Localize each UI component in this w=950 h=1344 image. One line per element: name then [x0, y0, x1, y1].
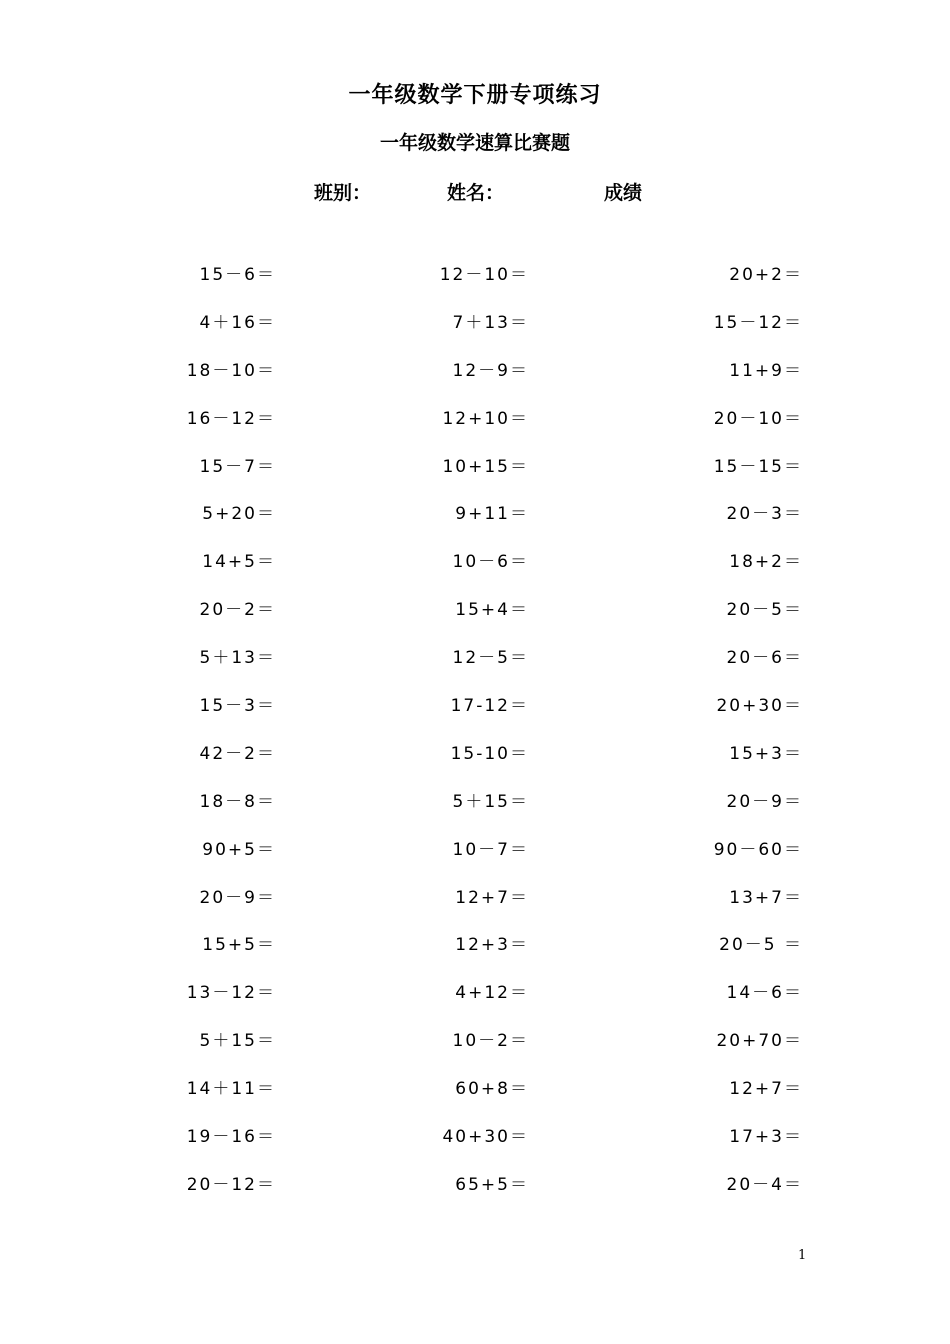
- math-problem: 20－2＝: [199, 600, 276, 621]
- math-problem: 7＋13＝: [452, 312, 529, 333]
- math-problem: 60+8＝: [455, 1079, 529, 1100]
- math-problem: 10－7＝: [452, 839, 529, 860]
- math-problem: 90+5＝: [202, 839, 276, 860]
- math-problem: 15-10＝: [450, 743, 529, 764]
- math-problem: 15－3＝: [199, 696, 276, 717]
- math-problem: 20+30＝: [716, 696, 803, 717]
- math-problem: 13－12＝: [186, 983, 276, 1004]
- math-problem: 13+7＝: [729, 887, 803, 908]
- math-problem: 5＋15＝: [199, 1031, 276, 1052]
- math-problem: 12－9＝: [452, 360, 529, 381]
- math-problem: 20－9＝: [199, 887, 276, 908]
- math-problem: 18－8＝: [199, 791, 276, 812]
- math-problem: 20+70＝: [716, 1031, 803, 1052]
- class-label: 班别：: [314, 182, 372, 204]
- math-problem: 17-12＝: [450, 696, 529, 717]
- score-label: 成绩: [604, 182, 643, 204]
- math-problem: 15+3＝: [729, 743, 803, 764]
- math-problem: 12－10＝: [439, 265, 529, 285]
- math-problem: 15－6＝: [199, 265, 276, 285]
- problem-column-3: [714, 262, 803, 1220]
- math-problem: 20－9＝: [726, 791, 803, 812]
- page-number: 1: [798, 1248, 807, 1263]
- math-problem: 15+5＝: [202, 935, 276, 956]
- math-problem: 18－10＝: [186, 360, 276, 381]
- math-problem: 10+15＝: [442, 456, 529, 477]
- math-problem: 10－2＝: [452, 1031, 529, 1052]
- worksheet-title: 一年级数学下册专项练习: [348, 83, 602, 108]
- math-problem: 11+9＝: [729, 360, 803, 381]
- math-problem: 10－6＝: [452, 552, 529, 573]
- math-problem: 14－6＝: [726, 983, 803, 1004]
- math-problem: 5＋15＝: [452, 791, 529, 812]
- math-problem: 12+3＝: [455, 935, 529, 956]
- math-problem: 5+20＝: [202, 504, 276, 525]
- math-problem: 15+4＝: [455, 600, 529, 621]
- math-problem: 20－6＝: [726, 648, 803, 669]
- math-problem: 4+12＝: [455, 983, 529, 1004]
- math-problem: 12+10＝: [442, 408, 529, 429]
- math-problem: 20－3＝: [726, 504, 803, 525]
- math-problem: 4＋16＝: [199, 312, 276, 333]
- problem-column-1: [187, 262, 276, 1220]
- math-problem: 9+11＝: [455, 504, 529, 525]
- name-label: 姓名：: [447, 182, 505, 204]
- math-problem: 19－16＝: [186, 1127, 276, 1148]
- math-problem: 65+5＝: [455, 1174, 529, 1195]
- math-problem: 18+2＝: [729, 552, 803, 573]
- math-problem: 20－4＝: [726, 1174, 803, 1195]
- math-problem: 14+5＝: [202, 552, 276, 573]
- math-problem: 42－2＝: [199, 743, 276, 764]
- math-problem: 20+2＝: [729, 265, 803, 285]
- worksheet-subtitle: 一年级数学速算比赛题: [379, 132, 570, 154]
- math-problem: 15－15＝: [713, 456, 803, 477]
- math-problem: 15－7＝: [199, 456, 276, 477]
- math-problem: 40+30＝: [442, 1127, 529, 1148]
- math-problem: 20－5 ＝: [719, 935, 803, 956]
- math-problem: 12－5＝: [452, 648, 529, 669]
- math-problem: 20－5＝: [726, 600, 803, 621]
- math-problem: 20－12＝: [186, 1174, 276, 1195]
- math-problem: 12+7＝: [729, 1079, 803, 1100]
- math-problem: 20－10＝: [713, 408, 803, 429]
- math-problem: 5＋13＝: [199, 648, 276, 669]
- math-problem: 90－60＝: [713, 839, 803, 860]
- math-problem: 14＋11＝: [186, 1079, 276, 1100]
- math-problem: 17+3＝: [729, 1127, 803, 1148]
- problem-column-2: [440, 262, 529, 1220]
- math-problem: 12+7＝: [455, 887, 529, 908]
- math-problem: 16－12＝: [186, 408, 276, 429]
- math-problem: 15－12＝: [713, 312, 803, 333]
